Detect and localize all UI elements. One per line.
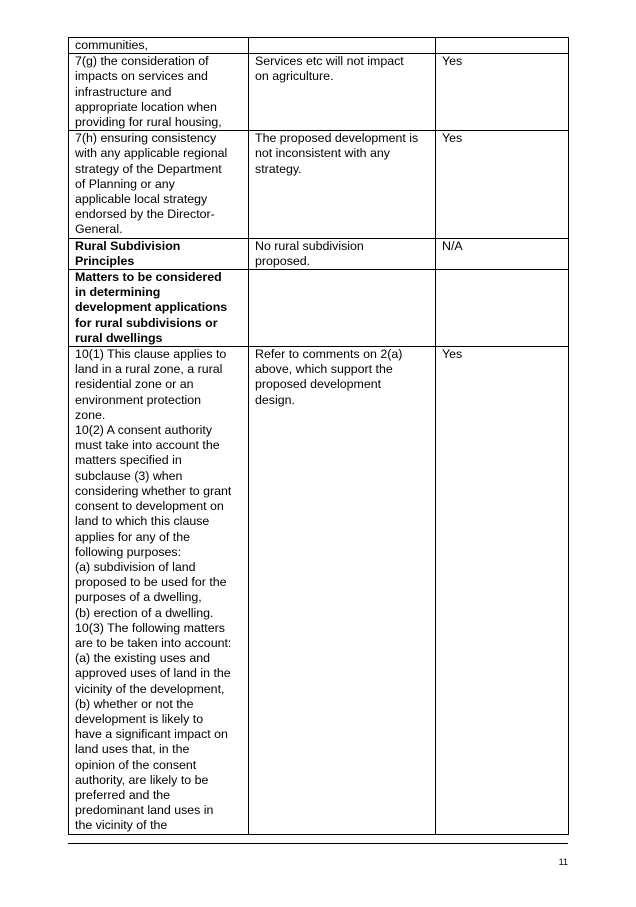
table-row bbox=[69, 131, 569, 238]
table-row bbox=[69, 38, 569, 54]
page-number: 11 bbox=[558, 857, 568, 867]
table-row bbox=[69, 54, 569, 131]
compliance-cell: Yes bbox=[436, 54, 569, 131]
table-row bbox=[69, 270, 569, 347]
criteria-cell: 10(1) This clause applies to land in a rural zone, a rural residential zone or an environment protection zone. 10(2) A consent authority must take into account the matters specified in subclause (3) when considering whether to grant consent to development on land to which this clause applies for any of the following purposes: (a) subdivision of land proposed to be used for the purposes of a dwelling, (b) erection of a dwelling. 10(3) The following matters are to be taken into account: (a) the existing uses and approved uses of land in the vicinity of the development, (b) whether or not the development is likely to have a significant impact on land uses that, in the opinion of the consent authority, are likely to be preferred and the predominant land uses in the vicinity of the bbox=[69, 347, 249, 835]
table-row bbox=[69, 238, 569, 269]
compliance-cell bbox=[436, 270, 569, 347]
comment-cell: Services etc will not impact on agriculture. bbox=[249, 54, 436, 131]
compliance-cell: Yes bbox=[436, 131, 569, 238]
comment-cell: The proposed development is not inconsistent with any strategy. bbox=[249, 131, 436, 238]
section-heading-cell: Matters to be considered in determining development applications for rural subdivisions or rural dwellings bbox=[69, 270, 249, 347]
compliance-table bbox=[68, 37, 569, 835]
footer-divider bbox=[68, 843, 568, 844]
comment-cell bbox=[249, 38, 436, 54]
criteria-cell: 7(h) ensuring consistency with any applicable regional strategy of the Department of Planning or any applicable local strategy endorsed by the Director- General. bbox=[69, 131, 249, 238]
table-row bbox=[69, 347, 569, 835]
comment-cell: No rural subdivision proposed. bbox=[249, 238, 436, 269]
section-heading-cell: Rural Subdivision Principles bbox=[69, 238, 249, 269]
comment-cell bbox=[249, 270, 436, 347]
compliance-cell: N/A bbox=[436, 238, 569, 269]
comment-cell: Refer to comments on 2(a) above, which support the proposed development design. bbox=[249, 347, 436, 835]
compliance-cell bbox=[436, 38, 569, 54]
criteria-cell: 7(g) the consideration of impacts on services and infrastructure and appropriate location when providing for rural housing, bbox=[69, 54, 249, 131]
compliance-cell: Yes bbox=[436, 347, 569, 835]
criteria-cell: communities, bbox=[69, 38, 249, 54]
